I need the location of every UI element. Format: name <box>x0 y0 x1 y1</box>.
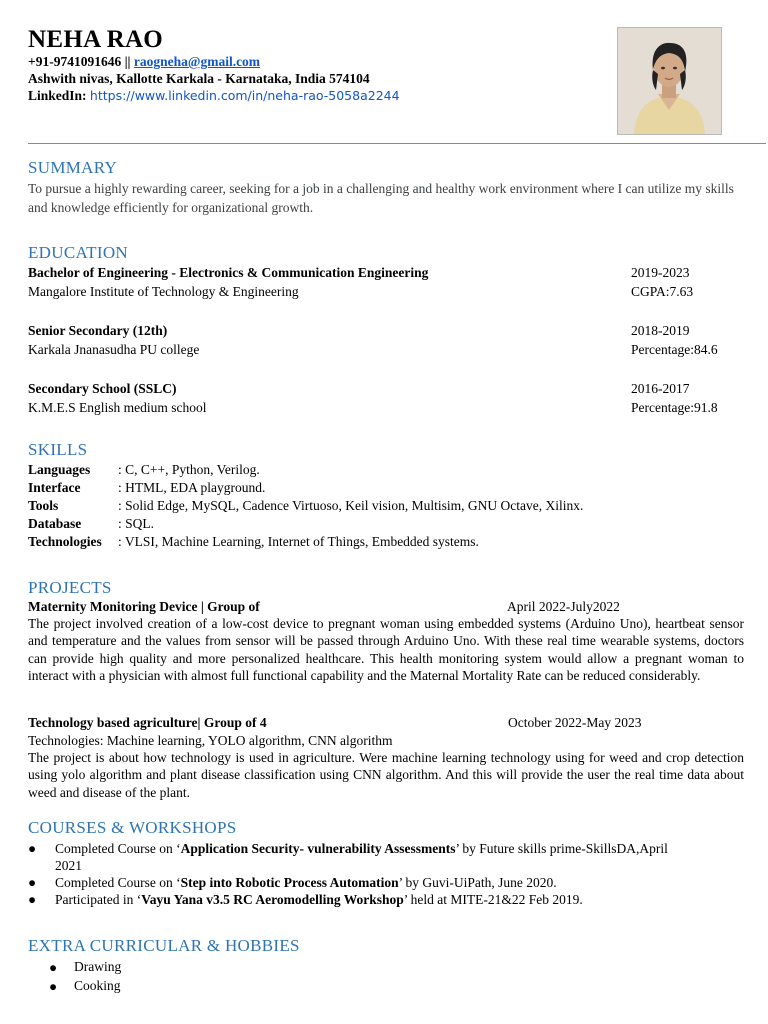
education-sslc-title: Secondary School (SSLC) <box>28 381 177 396</box>
contact-line <box>28 54 260 70</box>
course-2-pre: Completed Course on ‘ <box>55 875 181 890</box>
project-1-title: Maternity Monitoring Device | Group of <box>28 599 260 614</box>
course-2-text <box>55 874 695 891</box>
skill-technologies-value: : VLSI, Machine Learning, Internet of Things, Embedded systems. <box>118 534 479 549</box>
skill-database-label: Database <box>28 516 82 531</box>
linkedin-line <box>28 88 400 104</box>
courses-heading: COURSES & WORKSHOPS <box>28 818 237 837</box>
project-2-description: The project is about how technology is used in agriculture. Were machine learning technology using for weed and crop detection using yolo algorithm and plant disease classification using CNN algorithm. And this will provide the user the real time data about weed and disease of the plant. <box>28 750 744 800</box>
course-3-bullet: ● <box>28 892 37 907</box>
course-1-title: Application Security- vulnerability Assessments <box>180 841 456 856</box>
linkedin-label: LinkedIn: <box>28 88 87 103</box>
linkedin-link[interactable]: https://www.linkedin.com/in/neha-rao-5058a2244 <box>89 88 400 103</box>
skills-heading: SKILLS <box>28 440 88 459</box>
education-12th-institution: Karkala Jnanasudha PU college <box>28 342 200 357</box>
education-sslc-score: Percentage:91.8 <box>631 400 718 415</box>
skill-languages-value: : C, C++, Python, Verilog. <box>118 462 260 477</box>
summary-heading: SUMMARY <box>28 158 118 177</box>
education-degree-years: 2019-2023 <box>631 265 690 280</box>
education-degree-title: Bachelor of Engineering - Electronics & Communication Engineering <box>28 265 429 280</box>
course-2-title: Step into Robotic Process Automation <box>180 875 399 890</box>
course-1-post: ’ by Future skills prime-SkillsDA,April 2021 <box>55 841 668 873</box>
hobby-2-bullet: ● <box>49 979 58 994</box>
course-2-bullet: ● <box>28 875 37 890</box>
email-link[interactable]: raogneha@gmail.com <box>133 54 261 69</box>
header-divider <box>28 143 766 144</box>
education-degree-institution: Mangalore Institute of Technology & Engineering <box>28 284 299 299</box>
course-3-text <box>55 891 695 908</box>
candidate-name: NEHA RAO <box>28 26 164 53</box>
profile-photo <box>617 27 722 135</box>
education-sslc-institution: K.M.E.S English medium school <box>28 400 207 415</box>
skill-database-value: : SQL. <box>118 516 155 531</box>
profile-photo-portrait <box>618 28 721 134</box>
project-1-description: The project involved creation of a low-cost device to pregnant woman using embedded systems (Arduino Uno), heartbeat sensor and temperature and the values from sensor will be passed through Arduino Uno. With these real time wearable systems, doctors can provide high quality and more personalized healthcare. This health monitoring system would allow a pregnant woman to interact with a physician with almost full functional capability and the Maternal Mortality Rate can be reduced considerably. <box>28 616 744 684</box>
education-heading: EDUCATION <box>28 243 128 262</box>
skill-interface-value: : HTML, EDA playground. <box>118 480 266 495</box>
education-12th-years: 2018-2019 <box>631 323 690 338</box>
project-2-technologies: Technologies: Machine learning, YOLO algorithm, CNN algorithm <box>28 733 393 748</box>
skill-tools-label: Tools <box>28 498 59 513</box>
skill-tools-value: : Solid Edge, MySQL, Cadence Virtuoso, Keil vision, Multisim, GNU Octave, Xilinx. <box>118 498 584 513</box>
address: Ashwith nivas, Kallotte Karkala - Karnataka, India 574104 <box>28 71 370 86</box>
education-12th-title: Senior Secondary (12th) <box>28 323 168 338</box>
education-sslc-years: 2016-2017 <box>631 381 690 396</box>
skill-languages-label: Languages <box>28 462 91 477</box>
course-1-text <box>55 840 695 874</box>
education-12th-score: Percentage:84.6 <box>631 342 718 357</box>
project-2-dates: October 2022-May 2023 <box>508 715 642 730</box>
hobbies-heading: EXTRA CURRICULAR & HOBBIES <box>28 936 300 955</box>
project-2-title: Technology based agriculture| Group of 4 <box>28 715 267 730</box>
education-degree-score: CGPA:7.63 <box>631 284 694 299</box>
project-1-dates: April 2022-July2022 <box>507 599 620 614</box>
course-3-pre: Participated in ‘ <box>55 892 142 907</box>
course-3-post: ’ held at MITE-21&22 Feb 2019. <box>403 892 583 907</box>
hobby-1-bullet: ● <box>49 960 58 975</box>
summary-text: To pursue a highly rewarding career, seeking for a job in a challenging and healthy work environment where I can utilize my skills and knowledge efficiently for organizational growth. <box>28 181 734 215</box>
hobby-1-text: Drawing <box>74 959 122 974</box>
projects-heading: PROJECTS <box>28 578 112 597</box>
skill-technologies-label: Technologies <box>28 534 102 549</box>
course-1-bullet: ● <box>28 841 37 856</box>
phone-number: +91-9741091646 || <box>28 54 131 69</box>
course-2-post: ’ by Guvi-UiPath, June 2020. <box>398 875 557 890</box>
course-3-title: Vayu Yana v3.5 RC Aeromodelling Workshop <box>141 892 404 907</box>
skill-interface-label: Interface <box>28 480 81 495</box>
hobby-2-text: Cooking <box>74 978 121 993</box>
course-1-pre: Completed Course on ‘ <box>55 841 181 856</box>
